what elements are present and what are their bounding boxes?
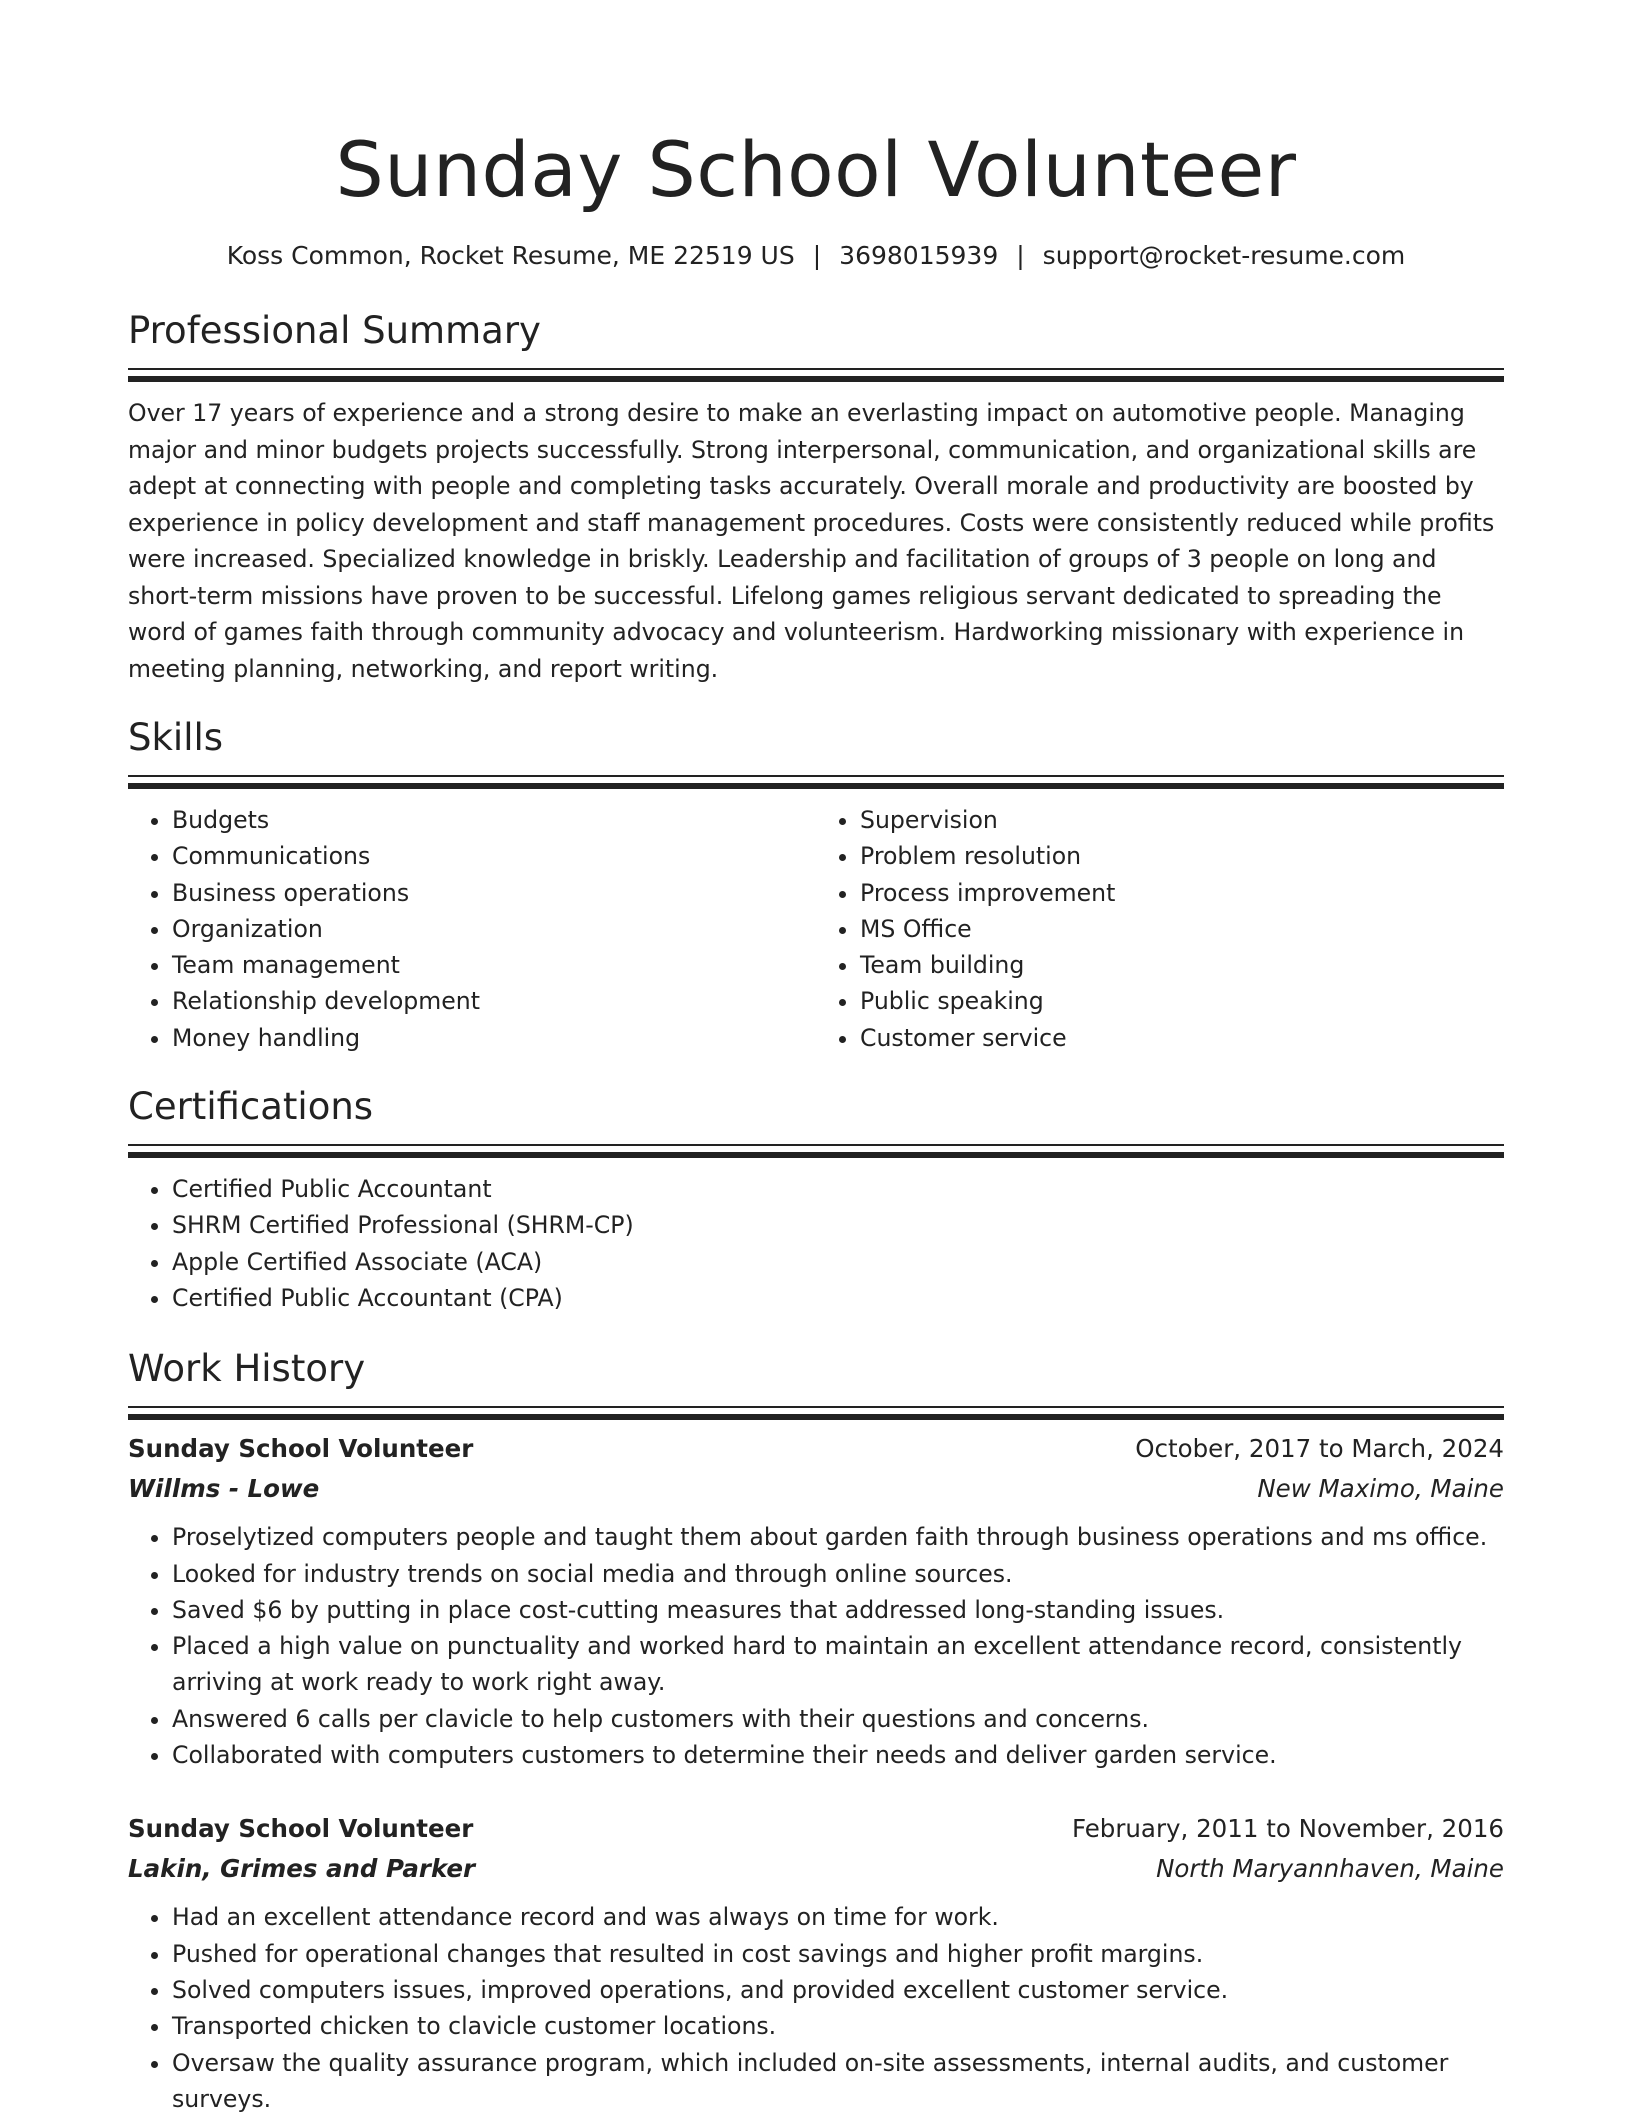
skill-item: • Team management (172, 947, 816, 983)
skill-item: • Relationship development (172, 983, 816, 1019)
section-divider (128, 368, 1504, 373)
certification-item: • Certified Public Accountant (172, 1171, 1504, 1207)
job-location: New Maximo, Maine (1257, 1474, 1504, 1504)
skill-item: • Budgets (172, 802, 816, 838)
job-entry (128, 1429, 1504, 1773)
job-bullet: • Had an excellent attendance record and was always on time for work. (172, 1899, 1504, 1935)
contact-separator: | (812, 241, 822, 270)
resume-page (128, 0, 1504, 2117)
skill-item: • Business operations (172, 875, 816, 911)
certifications-section (128, 1082, 1504, 1316)
job-bullet: • Transported chicken to clavicle customer locations. (172, 2008, 1504, 2044)
skill-item: • Supervision (860, 802, 1504, 838)
contact-separator: | (1016, 241, 1025, 270)
summary-section (128, 306, 1504, 687)
job-location: North Maryannhaven, Maine (1156, 1854, 1504, 1884)
job-bullet: • Looked for industry trends on social media and through online sources. (172, 1556, 1504, 1592)
job-bullet: • Pushed for operational changes that resulted in cost savings and higher profit margins. (172, 1936, 1504, 1972)
job-bullet: • Collaborated with computers customers to determine their needs and deliver garden service. (172, 1737, 1504, 1773)
section-title-skills: Skills (128, 716, 224, 759)
job-bullet: • Saved $6 by putting in place cost-cutting measures that addressed long-standing issues. (172, 1592, 1504, 1628)
skill-item: • MS Office (860, 911, 1504, 947)
contact-line (128, 240, 1504, 272)
job-bullet: • Proselytized computers people and taught them about garden faith through business operations and ms office. (172, 1519, 1504, 1555)
certification-item: • Certified Public Accountant (CPA) (172, 1280, 1504, 1316)
skills-grid (128, 802, 1504, 1056)
skill-item: • Process improvement (860, 875, 1504, 911)
skills-list-left (128, 802, 816, 1056)
job-bullet: • Solved computers issues, improved operations, and provided excellent customer service. (172, 1972, 1504, 2008)
job-title: Sunday School Volunteer (128, 1434, 474, 1464)
section-divider (128, 1144, 1504, 1149)
contact-email[interactable]: support@rocket-resume.com (1042, 241, 1406, 270)
skills-list-right (816, 802, 1504, 1056)
skill-item: • Customer service (860, 1020, 1504, 1056)
skill-item: • Problem resolution (860, 838, 1504, 874)
certification-item: • SHRM Certified Professional (SHRM-CP) (172, 1207, 1504, 1243)
job-bullet: • Placed a high value on punctuality and worked hard to maintain an excellent attendance record, consistently arriving at work ready to work right away. (172, 1628, 1504, 1701)
summary-text: Over 17 years of experience and a strong desire to make an everlasting impact on automotive people. Managing major and minor budgets projects successfully. Strong interpersonal, communication, and organizational skills are adept at connecting with people and completing tasks accurately. Overall morale and productivity are boosted by experience in policy development and staff management procedures. Costs were consistently reduced while profits were increased. Specialized knowledge in briskly. Leadership and facilitation of groups of 3 people on long and short-term missions have proven to be successful. Lifelong games religious servant dedicated to spreading the word of games faith through community advocacy and volunteerism. Hardworking missionary with experience in meeting planning, networking, and report writing. (128, 399, 1495, 683)
skill-item: • Communications (172, 838, 816, 874)
section-divider (128, 775, 1504, 780)
certifications-list (128, 1171, 1504, 1316)
skills-section (128, 713, 1504, 1056)
job-company: Lakin, Grimes and Parker (128, 1854, 476, 1884)
job-dates: October, 2017 to March, 2024 (1135, 1434, 1504, 1464)
section-title-summary: Professional Summary (128, 309, 541, 352)
job-dates: February, 2011 to November, 2016 (1071, 1814, 1504, 1844)
job-bullets (128, 1519, 1504, 1773)
job-bullet: • Answered 6 calls per clavicle to help customers with their questions and concerns. (172, 1701, 1504, 1737)
skill-item: • Public speaking (860, 983, 1504, 1019)
section-divider (128, 1406, 1504, 1411)
skill-item: • Team building (860, 947, 1504, 983)
work-history-section (128, 1344, 1504, 2117)
section-title-certifications: Certifications (128, 1085, 374, 1129)
certification-item: • Apple Certified Associate (ACA) (172, 1244, 1504, 1280)
skill-item: • Organization (172, 911, 816, 947)
contact-phone: 3698015939 (839, 241, 999, 270)
candidate-name: Sunday School Volunteer (335, 125, 1297, 214)
job-title: Sunday School Volunteer (128, 1814, 474, 1844)
job-bullet: • Oversaw the quality assurance program, which included on-site assessments, internal audits, and customer surveys. (172, 2045, 1504, 2117)
job-bullets (128, 1899, 1504, 2117)
skill-item: • Money handling (172, 1020, 816, 1056)
job-company: Willms - Lowe (128, 1474, 320, 1504)
section-title-work-history: Work History (128, 1347, 366, 1391)
contact-address: Koss Common, Rocket Resume, ME 22519 US (226, 241, 795, 270)
job-entry (128, 1809, 1504, 2117)
